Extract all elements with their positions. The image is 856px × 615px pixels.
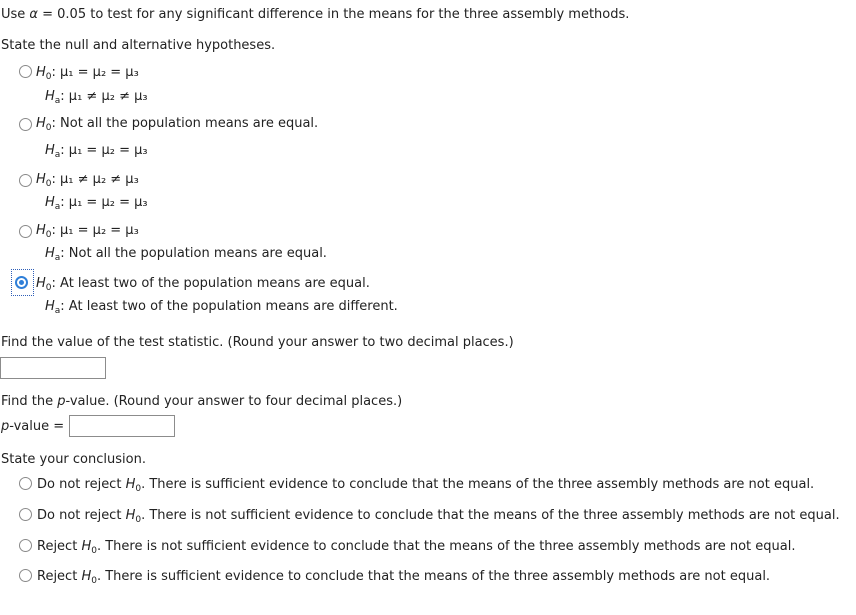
h-symbol: H [36,116,46,131]
ha-line [45,89,148,104]
ha-text: : At least two of the population means are different. [60,299,398,314]
h0-line [36,276,370,291]
sub-0: 0 [45,179,52,189]
h0-text: : At least two of the population means are equal. [51,276,370,291]
p-prompt-b: -value. (Round your answer to four decimal places.) [65,394,403,409]
radio-hypothesis-2[interactable] [19,118,32,131]
sub-a: a [54,306,61,316]
test-statistic-prompt: Find the value of the test statistic. (Round your answer to two decimal places.) [1,335,514,350]
h-symbol: H [81,539,92,554]
conclusion-prompt: State your conclusion. [1,452,146,467]
radio-conclusion-2[interactable] [19,508,32,521]
h-symbol: H [45,143,55,158]
conclusion-rest: . There is sufficient evidence to conclude that the means of the three assembly methods are not equal. [96,569,771,584]
h-symbol: H [36,172,46,187]
alpha-symbol: α [29,7,38,22]
conclusion-rest: . There is not sufficient evidence to conclude that the means of the three assembly methods are not equal. [141,508,840,523]
h0-line [36,65,139,80]
conclusion-text [37,539,795,554]
conclusion-text [37,508,840,523]
h-symbol: H [36,223,46,238]
conclusion-text [37,477,814,492]
p-value-input[interactable] [69,415,175,437]
p-italic: p [57,394,66,409]
p-prompt-a: Find the [1,394,58,409]
test-statistic-input[interactable] [0,357,106,379]
h-symbol: H [125,477,136,492]
ha-line [45,246,327,261]
h-symbol: H [45,246,55,261]
h-symbol: H [36,276,46,291]
radio-hypothesis-1[interactable] [19,65,32,78]
h-symbol: H [81,569,92,584]
h0-text: : Not all the population means are equal. [51,116,319,131]
sub-0: 0 [91,576,97,586]
sub-a: a [54,202,61,212]
ha-line [45,143,148,158]
h0-line [36,172,139,187]
p-label-italic: p [1,419,10,434]
ha-text: : μ₁ = μ₂ = μ₃ [60,195,148,210]
radio-conclusion-4[interactable] [19,569,32,582]
conclusion-verb: Do not reject [37,508,126,523]
sub-a: a [54,96,61,106]
p-label-rest: -value = [9,419,65,434]
p-value-prompt [1,394,402,409]
sub-0: 0 [45,72,52,82]
h0-text: : μ₁ = μ₂ = μ₃ [51,65,139,80]
h0-line [36,223,139,238]
ha-line [45,299,398,314]
hypotheses-prompt: State the null and alternative hypotheses. [1,38,276,53]
conclusion-verb: Do not reject [37,477,126,492]
sub-0: 0 [45,230,52,240]
h-symbol: H [125,508,136,523]
intro-suffix: = 0.05 to test for any significant difference in the means for the three assembly methods. [38,7,630,22]
h-symbol: H [45,195,55,210]
conclusion-verb: Reject [37,539,82,554]
h0-text: : μ₁ ≠ μ₂ ≠ μ₃ [51,172,139,187]
h0-line [36,116,318,131]
sub-0: 0 [45,123,52,133]
sub-0: 0 [45,283,52,293]
radio-hypothesis-5[interactable] [15,276,28,289]
intro-text [1,7,629,22]
sub-0: 0 [135,484,142,494]
radio-hypothesis-3[interactable] [19,174,32,187]
conclusion-rest: . There is not sufficient evidence to conclude that the means of the three assembly methods are not equal. [96,539,796,554]
ha-text: : Not all the population means are equal. [60,246,327,261]
h-symbol: H [45,89,55,104]
h-symbol: H [45,299,55,314]
conclusion-text [37,569,770,584]
ha-text: : μ₁ ≠ μ₂ ≠ μ₃ [60,89,148,104]
sub-a: a [54,150,61,160]
sub-a: a [54,253,61,263]
radio-hypothesis-4[interactable] [19,225,32,238]
conclusion-verb: Reject [37,569,82,584]
radio-conclusion-1[interactable] [19,477,32,490]
ha-text: : μ₁ = μ₂ = μ₃ [60,143,148,158]
intro-prefix: Use [1,7,30,22]
sub-0: 0 [135,515,142,525]
conclusion-rest: . There is sufficient evidence to conclude that the means of the three assembly methods are not equal. [141,477,815,492]
ha-line [45,195,148,210]
radio-conclusion-3[interactable] [19,539,32,552]
h0-text: : μ₁ = μ₂ = μ₃ [51,223,139,238]
h-symbol: H [36,65,46,80]
p-value-label [1,419,64,434]
sub-0: 0 [91,546,97,556]
